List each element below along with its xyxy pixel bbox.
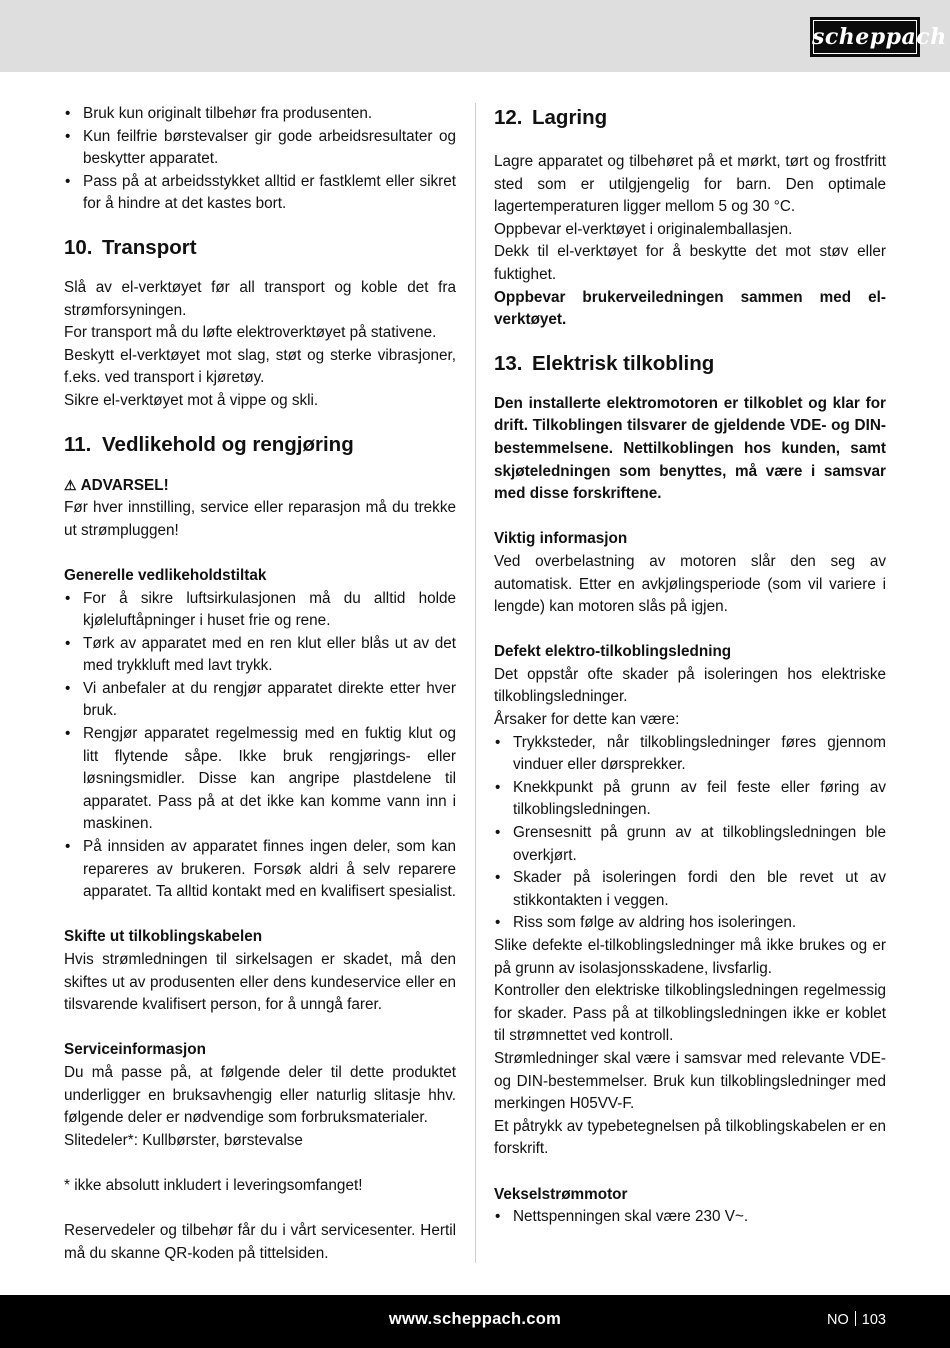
footer-website-link[interactable]: www.scheppach.com (388, 1310, 562, 1328)
list-item: • Nettspenningen skal være 230 V~. (494, 1206, 886, 1229)
defect-cable-heading: Defekt elektro-tilkoblingsledning (494, 643, 732, 661)
service-info-heading: Serviceinformasjon (64, 1041, 206, 1059)
list-item: • Grensesnitt på grunn av at tilkoblingsledningen ble overkjørt. (494, 822, 886, 867)
section-heading-maintenance: 11. Vedlikehold og rengjøring (64, 432, 354, 456)
general-maintenance-heading: Generelle vedlikeholdstiltak (64, 566, 267, 584)
electrical-paragraph: Strømledninger skal være i samsvar med relevante VDE- og DIN-bestemmelser. Bruk kun tilkoblingsledninger med merkingen H05VV-F. (494, 1049, 886, 1113)
brand-logo (810, 17, 947, 57)
page-number-separator (855, 1311, 856, 1326)
storage-paragraph: Oppbevar el-verktøyet i originalemballasjen. (494, 220, 793, 238)
list-item: • Skader på isoleringen fordi den ble revet ut av stikkontakten i veggen. (494, 867, 886, 912)
list-item: • På innsiden av apparatet finnes ingen deler, som kan repareres av brukeren. Forsøk aldri å selv reparere apparatet. Ta alltid kontakt med en kvalifisert spesialist. (64, 836, 456, 904)
transport-paragraph: Sikre el-verktøyet mot å vippe og skli. (64, 391, 319, 409)
warning-triangle-icon: ⚠ (64, 476, 77, 493)
service-info-text: Du må passe på, at følgende deler til dette produktet underligger en bruksavhengig eller naturlig slitasje hhv. følgende deler er nødvendige som forbruksmaterialer. (64, 1063, 456, 1127)
cable-replacement-heading: Skifte ut tilkoblingskabelen (64, 928, 263, 946)
brand-logo-text: scheppach (812, 24, 947, 50)
storage-bold-note: Oppbevar brukerveiledningen sammen med el-verktøyet. (494, 288, 886, 329)
section-heading-transport: 10. Transport (64, 235, 197, 259)
ac-motor-list (494, 1206, 886, 1229)
wear-parts-text: Slitedeler*: Kullbørster, børstevalse (64, 1131, 303, 1149)
column-divider (475, 103, 476, 1263)
list-item: • For å sikre luftsirkulasjonen må du alltid holde kjøleluftåpninger i huset frie og rene. (64, 588, 456, 633)
transport-paragraph: Beskytt el-verktøyet mot slag, støt og sterke vibrasjoner, f.eks. ved transport i kjøretøy. (64, 346, 456, 387)
storage-paragraph: Lagre apparatet og tilbehøret på et mørkt, tørt og frostfritt sted som er utilgjengelig for barn. Den optimale lagertemperaturen ligger mellom 5 og 30 °C. (494, 153, 886, 216)
footnote-text: * ikke absolutt inkludert i leveringsomfanget! (64, 1176, 363, 1194)
important-info-text: Ved overbelastning av motoren slår den seg av automatisk. Etter en avkjølingsperiode (som vil variere i lengde) kan motoren slås på igjen. (494, 552, 886, 616)
spare-parts-text: Reservedeler og tilbehør får du i vårt servicesenter. Hertil må du skanne QR-koden på tittelsiden. (64, 1222, 456, 1262)
electrical-paragraph: Slike defekte el-tilkoblingsledninger må ikke brukes og er på grunn av isolasjonsskadene, livsfarlig. (494, 937, 886, 977)
transport-paragraph: For transport må du løfte elektroverktøyet på stativene. (64, 324, 437, 342)
left-column (64, 103, 456, 1265)
page-number (827, 1311, 886, 1328)
defect-cable-text: Det oppstår ofte skader på isoleringen hos elektriske tilkoblingsledninger. (494, 665, 886, 706)
section-heading-electrical: 13. Elektrisk tilkobling (494, 351, 715, 375)
list-item: • Tørk av apparatet med en ren klut eller blås ut av det med trykkluft med lavt trykk. (64, 633, 456, 678)
list-item: • Rengjør apparatet regelmessig med en fuktig klut og litt flytende såpe. Ikke bruk rengjørings- eller løsningsmidler. Disse kan angripe plastdelene til apparatet. Pass på at det ikke kan komme vann inn i maskinen. (64, 723, 456, 836)
general-maintenance-list (64, 588, 456, 904)
list-item: • Pass på at arbeidsstykket alltid er fastklemt eller sikret for å hindre at det kastes bort. (64, 171, 456, 216)
list-item: • Trykksteder, når tilkoblingsledninger føres gjennom vinduer eller dørsprekker. (494, 732, 886, 777)
list-item: • Bruk kun originalt tilbehør fra produsenten. (64, 103, 456, 126)
page-header (0, 0, 950, 72)
causes-intro: Årsaker for dette kan være: (494, 711, 680, 729)
ac-motor-heading: Vekselstrømmotor (494, 1185, 628, 1203)
electrical-paragraph: Kontroller den elektriske tilkoblingsledningen regelmessig for skader. Pass på at tilkoblingsledningen ikke er koblet til strømnettet ved kontroll. (494, 982, 886, 1045)
section-heading-storage: 12. Lagring (494, 106, 608, 129)
causes-list (494, 732, 886, 935)
cable-replacement-text: Hvis strømledningen til sirkelsagen er skadet, må den skiftes ut av produsenten eller dens kundeservice eller en tilsvarende kvalifisert person, for å unngå farer. (64, 951, 456, 1014)
warning-text: Før hver innstilling, service eller reparasjon må du trekke ut strømpluggen! (64, 499, 456, 539)
right-column (494, 103, 886, 1229)
list-item: • Kun feilfrie børstevalser gir gode arbeidsresultater og beskytter apparatet. (64, 126, 456, 171)
electrical-intro: Den installerte elektromotoren er tilkoblet og klar for drift. Tilkoblingen tilsvarer de gjeldende VDE- og DIN-bestemmelsene. Nettilkoblingen hos kunden, samt skjøteledningen som benyttes, må være i samsvar med disse forskriftene. (494, 394, 886, 503)
storage-paragraph: Dekk til el-verktøyet for å beskytte det mot støv eller fuktighet. (494, 243, 886, 283)
important-info-heading: Viktig informasjon (494, 530, 628, 548)
warning-label: ⚠ ADVARSEL! (64, 474, 456, 498)
page-footer (0, 1295, 950, 1348)
list-item: • Knekkpunkt på grunn av feil feste eller føring av tilkoblingsledningen. (494, 777, 886, 822)
list-item: • Riss som følge av aldring hos isoleringen. (494, 912, 886, 935)
language-code: NO (827, 1312, 849, 1328)
electrical-paragraph: Et påtrykk av typebetegnelsen på tilkoblingskabelen er en forskrift. (494, 1117, 886, 1158)
intro-bullet-list (64, 103, 456, 216)
transport-paragraph: Slå av el-verktøyet før all transport og koble det fra strømforsyningen. (64, 278, 456, 319)
list-item: • Vi anbefaler at du rengjør apparatet direkte etter hver bruk. (64, 678, 456, 723)
page-number-value: 103 (861, 1312, 886, 1328)
